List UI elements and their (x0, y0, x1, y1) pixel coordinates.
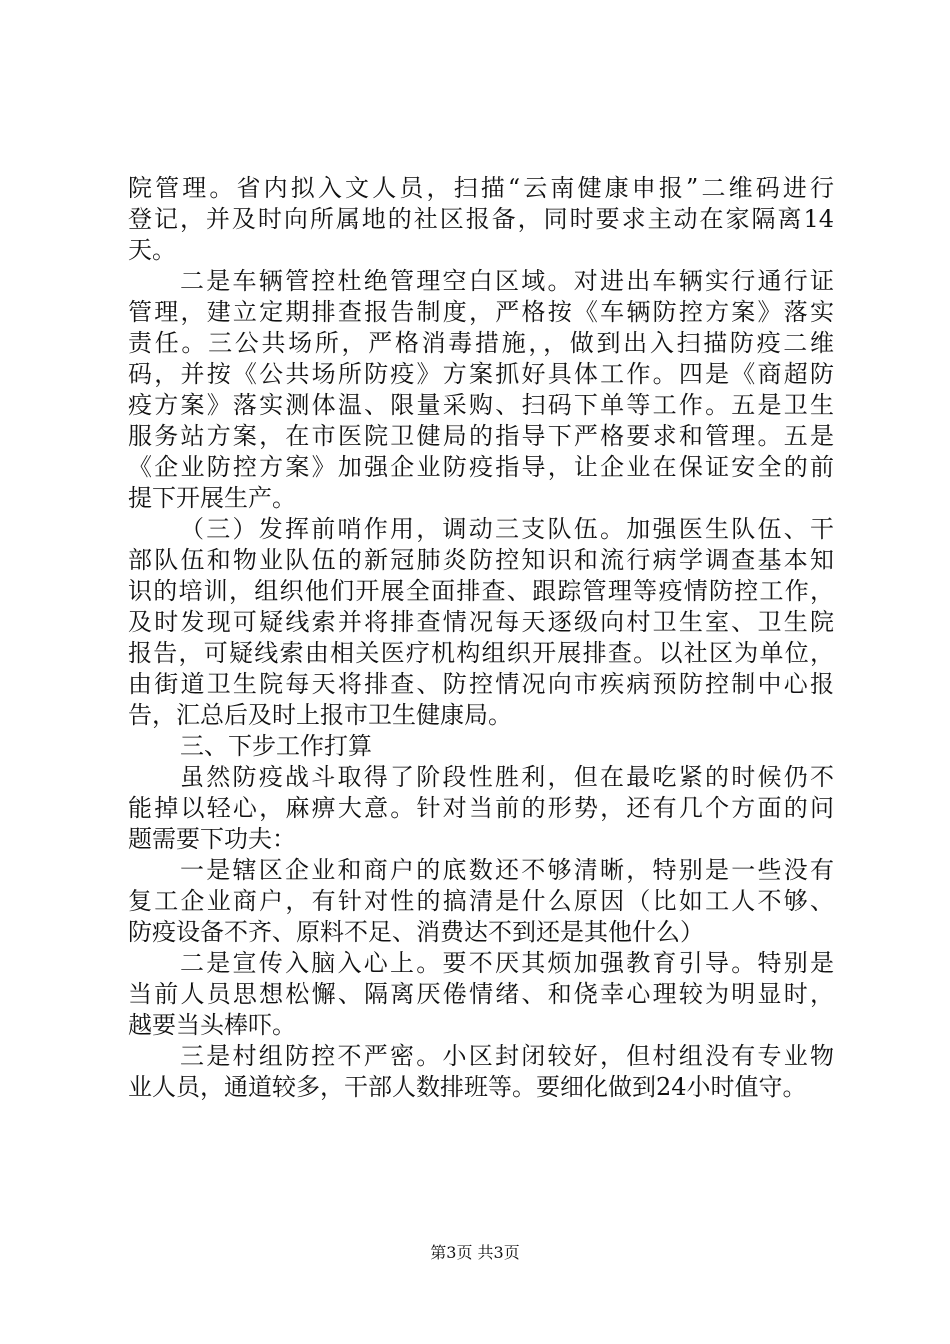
text-line: 二是宣传入脑入心上。要不厌其烦加强教育引导。特别是 (180, 949, 834, 977)
text-line: 一是辖区企业和商户的底数还不够清晰，特别是一些没有 (180, 856, 834, 884)
text-line: 《企业防控方案》加强企业防疫指导，让企业在保证安全的前 (128, 453, 834, 481)
text-line: 业人员，通道较多，干部人数排班等。要细化做到24小时值守。 (128, 1073, 807, 1101)
text-line: 疫方案》落实测体温、限量采购、扫码下单等工作。五是卫生 (128, 391, 834, 419)
text-line: 责任。三公共场所，严格消毒措施，，做到出入扫描防疫二维 (128, 329, 834, 357)
text-line: 管理，建立定期排查报告制度，严格按《车辆防控方案》落实 (128, 298, 834, 326)
text-line: 能掉以轻心，麻痹大意。针对当前的形势，还有几个方面的问 (128, 794, 834, 822)
document-body (128, 173, 834, 1103)
text-line: （三）发挥前哨作用，调动三支队伍。加强医生队伍、干 (180, 515, 834, 543)
text-line: 院管理。省内拟入文人员，扫描“云南健康申报”二维码进行 (128, 174, 834, 202)
text-line: 越要当头棒吓。 (128, 1011, 296, 1039)
text-line: 部队伍和物业队伍的新冠肺炎防控知识和流行病学调查基本知 (128, 546, 834, 574)
text-line: 服务站方案，在市医院卫健局的指导下严格要求和管理。五是 (128, 422, 834, 450)
text-line: 由街道卫生院每天将排查、防控情况向市疾病预防控制中心报 (128, 670, 834, 698)
text-line: 码，并按《公共场所防疫》方案抓好具体工作。四是《商超防 (128, 360, 834, 388)
text-line: 题需要下功夫： (128, 825, 296, 853)
text-line: 识的培训，组织他们开展全面排查、跟踪管理等疫情防控工作， (128, 577, 834, 605)
text-line: 防疫设备不齐、原料不足、消费达不到还是其他什么） (128, 918, 704, 946)
text-line: 告，汇总后及时上报市卫生健康局。 (128, 701, 512, 729)
text-line: 虽然防疫战斗取得了阶段性胜利，但在最吃紧的时候仍不 (180, 763, 834, 791)
text-line: 当前人员思想松懈、隔离厌倦情绪、和侥幸心理较为明显时， (128, 980, 834, 1008)
text-line: 天。 (128, 236, 176, 264)
text-line: 二是车辆管控杜绝管理空白区域。对进出车辆实行通行证 (180, 267, 834, 295)
page-footer: 第3页 共3页 (430, 1243, 520, 1262)
text-line: 复工企业商户，有针对性的搞清是什么原因（比如工人不够、 (128, 887, 834, 915)
text-line: 三是村组防控不严密。小区封闭较好，但村组没有专业物 (180, 1042, 834, 1070)
text-line: 三、下步工作打算 (180, 732, 372, 760)
text-line: 提下开展生产。 (128, 484, 296, 512)
text-line: 及时发现可疑线索并将排查情况每天逐级向村卫生室、卫生院 (128, 608, 834, 636)
text-line: 登记，并及时向所属地的社区报备，同时要求主动在家隔离14 (128, 205, 834, 233)
text-line: 报告，可疑线索由相关医疗机构组织开展排查。以社区为单位， (128, 639, 834, 667)
